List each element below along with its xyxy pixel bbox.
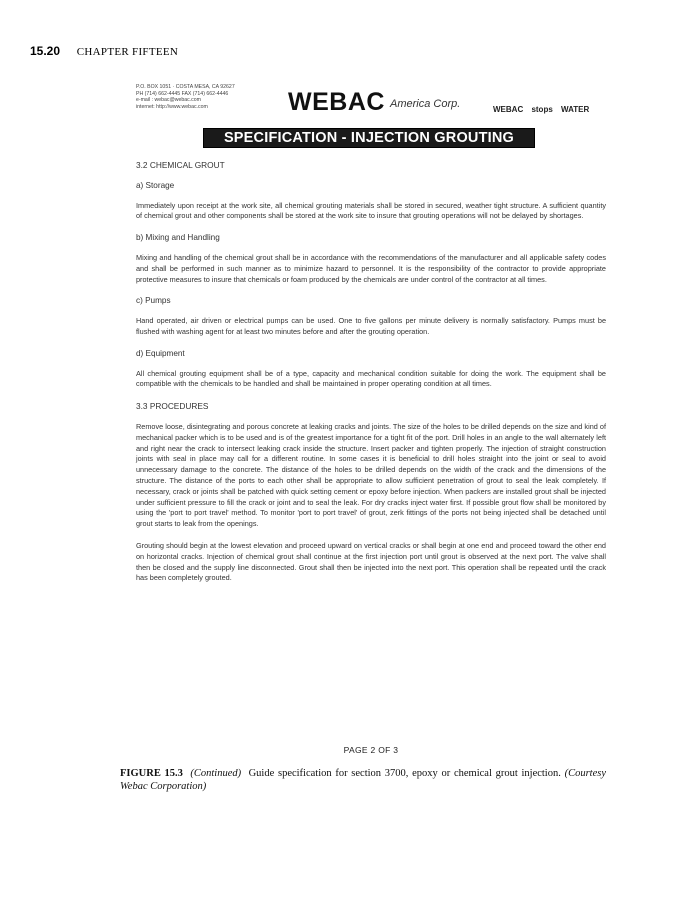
running-head bbox=[30, 44, 178, 58]
subsection-heading-equipment: d) Equipment bbox=[136, 348, 185, 358]
subsection-heading-mixing: b) Mixing and Handling bbox=[136, 233, 220, 243]
letterhead bbox=[136, 84, 606, 116]
section-heading-chemical-grout: 3.2 CHEMICAL GROUT bbox=[136, 160, 225, 170]
company-slogan: WEBAC stops WATER bbox=[493, 105, 590, 114]
spec-content bbox=[136, 160, 606, 595]
paragraph-procedures-1: Remove loose, disintegrating and porous concrete at leaking cracks and joints. The size of the holes to be drilled depends on the size and kind of mechanical packer which is to be used and is of the greatest importance for a tight fit of the port. Drill holes in an angle to the wall alternately left and right near the crack to intersect leaking crack inside the structure. Insert packer and tighten properly. The injection of straight construction joints with seal in place may call for a different routine. In some cases it is beneficial to drill holes straight into the joint or seal to avoid unnecessary damage to the concrete. The distance of the holes to be drilled depends on the width of the crack and the dimensions of the structure. The distance of the ports to each other shall be appropriate to allow sufficient penetration of grout to seal the leak completely. If necessary, crack or joints shall be patched with quick setting cement or epoxy before injection. When packers are installed grout shall be injected under sufficient pressure to fill the crack or joint and to seal the leak. For dry cracks inject water first. If possible grout flow shall be monitored by using the 'port to port travel' method. To monitor 'port to port travel' of grout, zerk fittings of the ports not being injected shall be detached until grout starts to leak from the openings. bbox=[136, 421, 606, 529]
paragraph-mixing: Mixing and handling of the chemical grout shall be in accordance with the recommendations of the manufacturer and all applicable safety codes and shall be performed in such manner as to minimize hazard to personnel. It is the responsibility of the contractor to provide appropriate protective measures to insure that chemicals or foam produced by the chemicals are under control of the contractor at all times. bbox=[136, 252, 606, 284]
figure-continued: (Continued) bbox=[190, 768, 242, 779]
figure-credit: (Courtesy Webac Corporation) bbox=[120, 768, 607, 792]
figure-label: FIGURE 15.3 bbox=[120, 768, 183, 779]
company-logo-sub: America Corp. bbox=[390, 98, 461, 110]
section-heading-procedures: 3.3 PROCEDURES bbox=[136, 401, 209, 412]
paragraph-procedures-2: Grouting should begin at the lowest elevation and proceed upward on vertical cracks or shall begin at one end and proceed toward the other end on horizontal cracks. Injection of chemical grout shall continue at the first injection port until grout is observed at the next port. The valve shall then be closed and the supply line disconnected. Grout shall then be injected into the next port. This operation shall be repeated until the crack has been completely grouted. bbox=[136, 540, 606, 583]
email-line: e-mail : webac@webac.com bbox=[136, 97, 201, 104]
paragraph-equipment: All chemical grouting equipment shall be of a type, capacity and mechanical condition suitable for doing the work. The equipment shall be compatible with the chemicals to be handled and shall be maintained in proper operating condition at all times. bbox=[136, 368, 606, 389]
subsection-heading-pumps: c) Pumps bbox=[136, 296, 171, 306]
spec-banner bbox=[203, 128, 535, 148]
internet-line: internet: http://www.webac.com bbox=[136, 103, 208, 110]
subsection-heading-storage: a) Storage bbox=[136, 180, 175, 190]
address-line: P.O. BOX 1051 · COSTA MESA, CA 92627 bbox=[136, 84, 235, 90]
figure-caption-text: Guide specification for section 3700, epoxy or chemical grout injection. bbox=[248, 768, 561, 779]
company-logo: WEBAC bbox=[288, 88, 385, 116]
paragraph-pumps: Hand operated, air driven or electrical pumps can be used. One to five gallons per minute delivery is normally satisfactory. Pumps must be flushed with washing agent for at least two minutes before and after the grouting operation. bbox=[136, 316, 606, 336]
spec-title: SPECIFICATION - INJECTION GROUTING bbox=[223, 130, 515, 146]
page-footer: PAGE 2 OF 3 bbox=[343, 745, 399, 755]
page-number: 15.20 bbox=[30, 44, 61, 58]
figure-caption bbox=[120, 767, 606, 793]
chapter-title: CHAPTER FIFTEEN bbox=[76, 46, 179, 58]
company-address bbox=[136, 84, 235, 110]
phone-line: PH (714) 662-4445 FAX (714) 662-4446 bbox=[136, 90, 229, 97]
paragraph-storage: Immediately upon receipt at the work site, all chemical grouting materials shall be stored in secured, weather tight structure. A sufficient quantity of chemical grout and other components shall be stored at the work site to insure that grouting operations will not be delayed by shortages. bbox=[136, 200, 606, 221]
